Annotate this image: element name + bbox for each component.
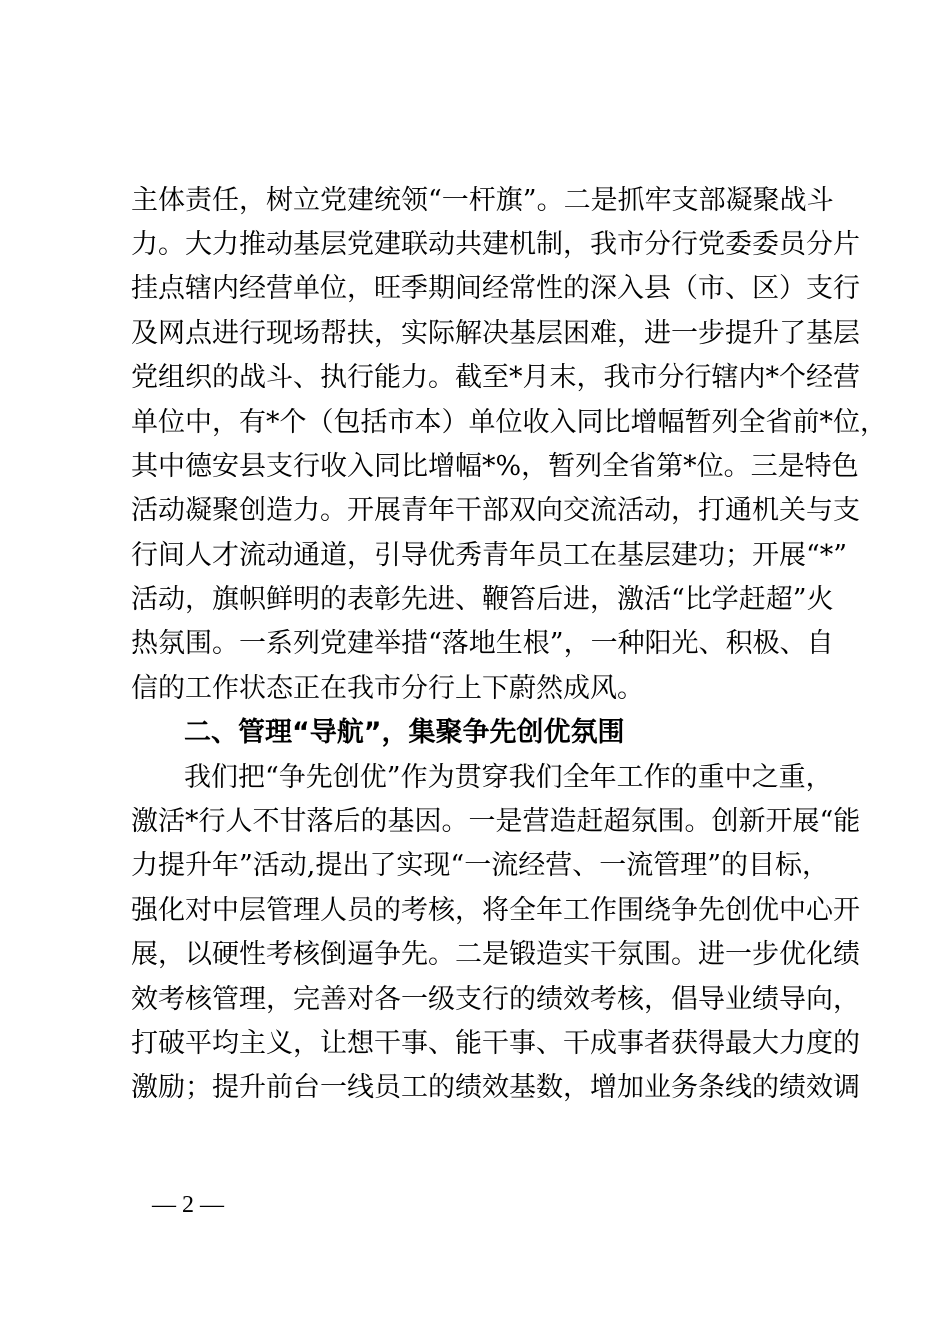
body-line: 激活*行人不甘落后的基因。一是营造赶超氛围。创新开展“能 (131, 806, 861, 837)
body-line: 其中德安县支行收入同比增幅*%，暂列全省第*位。三是特色 (131, 451, 859, 482)
section-heading: 二、管理“导航”，集聚争先创优氛围 (184, 717, 625, 748)
body-line: 力提升年”活动,提出了实现“一流经营、一流管理”的目标， (131, 850, 829, 881)
body-line: 主体责任，树立党建统领“一杆旗”。二是抓牢支部凝聚战斗 (131, 185, 834, 216)
page-number: — 2 — (152, 1192, 224, 1218)
body-line: 打破平均主义，让想干事、能干事、干成事者获得最大力度的 (131, 1028, 860, 1059)
body-line: 热氛围。一系列党建举措“落地生根”，一种阳光、积极、自 (131, 628, 834, 659)
body-line: 我们把“争先创优”作为贯穿我们全年工作的重中之重， (184, 762, 833, 793)
body-line: 党组织的战斗、执行能力。截至*月末，我市分行辖内*个经营 (131, 362, 860, 393)
body-line: 力。大力推动基层党建联动共建机制，我市分行党委委员分片 (131, 229, 860, 260)
body-line: 活动，旗帜鲜明的表彰先进、鞭笞后进，激活“比学赶超”火 (131, 584, 834, 615)
body-line: 行间人才流动通道，引导优秀青年员工在基层建功；开展“*” (131, 540, 848, 571)
body-line: 信的工作状态正在我市分行上下蔚然成风。 (131, 673, 644, 704)
body-line: 激励；提升前台一线员工的绩效基数，增加业务条线的绩效调 (131, 1072, 860, 1103)
body-line: 强化对中层管理人员的考核，将全年工作围绕争先创优中心开 (131, 895, 860, 926)
body-line: 展，以硬性考核倒逼争先。二是锻造实干氛围。进一步优化绩 (131, 939, 860, 970)
body-line: 挂点辖内经营单位，旺季期间经常性的深入县（市、区）支行 (131, 273, 860, 304)
body-line: 活动凝聚创造力。开展青年干部双向交流活动，打通机关与支 (131, 495, 860, 526)
body-line: 及网点进行现场帮扶，实际解决基层困难，进一步提升了基层 (131, 318, 860, 349)
body-line: 单位中，有*个（包括市本）单位收入同比增幅暂列全省前*位， (131, 407, 887, 438)
body-line: 效考核管理，完善对各一级支行的绩效考核，倡导业绩导向， (131, 984, 860, 1015)
